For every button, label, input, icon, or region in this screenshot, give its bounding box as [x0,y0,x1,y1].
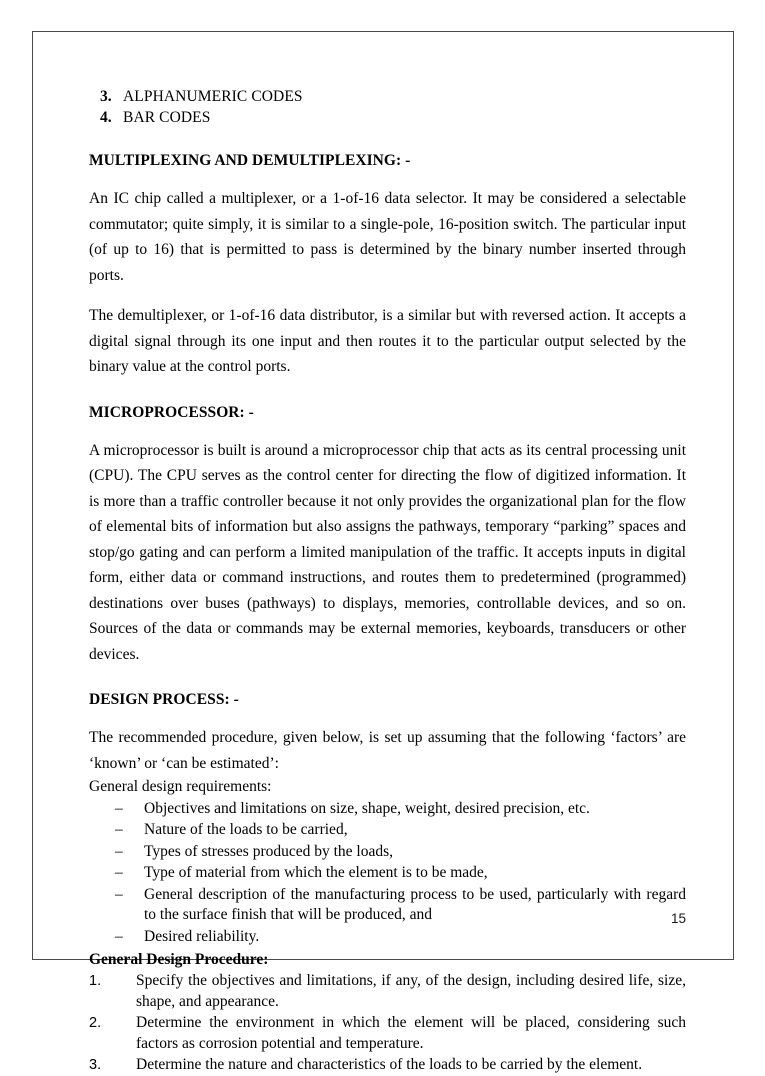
list-item [89,971,686,1012]
list-item-text: General description of the manufacturing process to be used, particularly with regard to the surface finish that will be produced, and [144,885,686,923]
heading-multiplexing: MULTIPLEXING AND DEMULTIPLEXING: - [89,152,411,169]
heading-design-process: DESIGN PROCESS: - [89,691,239,708]
list-item [89,1055,686,1076]
heading-microprocessor: MICROPROCESSOR: - [89,403,254,421]
list-item-number: 3. [89,1057,102,1073]
dash-bullet-icon: – [115,927,123,945]
list-item [89,1013,686,1054]
list-item [100,86,686,107]
list-item [115,842,686,863]
list-item-text: Determine the nature and characteristics of the loads to be carried by the element. [136,1056,643,1073]
list-item-text: Nature of the loads to be carried, [144,821,348,838]
design-procedure-list [89,971,686,1076]
list-item-label: BAR CODES [123,109,211,126]
dash-bullet-icon: – [115,885,123,903]
list-item [115,799,686,820]
label-general-design-requirements: General design requirements: [89,778,272,795]
paragraph-design-process-intro: The recommended procedure, given below, is set up assuming that the following ‘factors’ are ‘known’ or ‘can be estimated’: [89,729,686,772]
document-content [89,86,686,1076]
list-item-text: Specify the objectives and limitations, if any, of the design, including desired life, size, shape, and appearance. [136,972,686,1010]
paragraph-microprocessor: A microprocessor is built is around a microprocessor chip that acts as its central processing unit (CPU). The CPU serves as the control center for directing the flow of digitized information. It is more than a traffic controller because it not only provides the organizational plan for the flow of elemental bits of information but also assigns the pathways, temporary “parking” spaces and stop/go gating and can perform a limited manipulation of the traffic. It accepts inputs in digital form, either data or command instructions, and routes them to predetermined (programmed) destinations over buses (pathways) to displays, memories, controllable devices, and so on. Sources of the data or commands may be external memories, keyboards, transducers or other devices. [89,441,686,663]
heading-general-design-procedure: General Design Procedure: [89,951,269,968]
list-item-text: Types of stresses produced by the loads, [144,842,394,860]
list-item-number: 3. [100,88,112,105]
list-item-number: 4. [100,109,112,126]
list-item [115,927,686,948]
list-item [100,107,686,128]
dash-bullet-icon: – [115,842,123,860]
list-item-label: ALPHANUMERIC CODES [123,88,303,105]
dash-bullet-icon: – [115,799,123,817]
page-number: 15 [670,911,686,926]
list-item [115,820,686,841]
list-item-text: Type of material from which the element is to be made, [144,864,488,881]
dash-bullet-icon: – [115,864,123,881]
list-item-text: Objectives and limitations on size, shape, weight, desired precision, etc. [144,799,590,817]
paragraph-demultiplexer: The demultiplexer, or 1-of-16 data distributor, is a similar but with reversed action. It accepts a digital signal through its one input and then routes it to the particular output selected by the binary value at the control ports. [89,307,686,375]
alphanumeric-code-list [89,86,686,128]
list-item-number: 2. [89,1015,102,1031]
paragraph-multiplexer: An IC chip called a multiplexer, or a 1-of-16 data selector. It may be considered a selectable commutator; quite simply, it is similar to a single-pole, 16-position switch. The particular input (of up to 16) that is permitted to pass is determined by the binary number inserted through ports. [89,190,686,284]
list-item [115,863,686,884]
list-item-number: 1. [89,973,102,989]
list-item-text: Desired reliability. [144,927,260,945]
dash-bullet-icon: – [115,821,123,838]
list-item-text: Determine the environment in which the element will be placed, considering such factors as corrosion potential and temperature. [136,1014,686,1052]
